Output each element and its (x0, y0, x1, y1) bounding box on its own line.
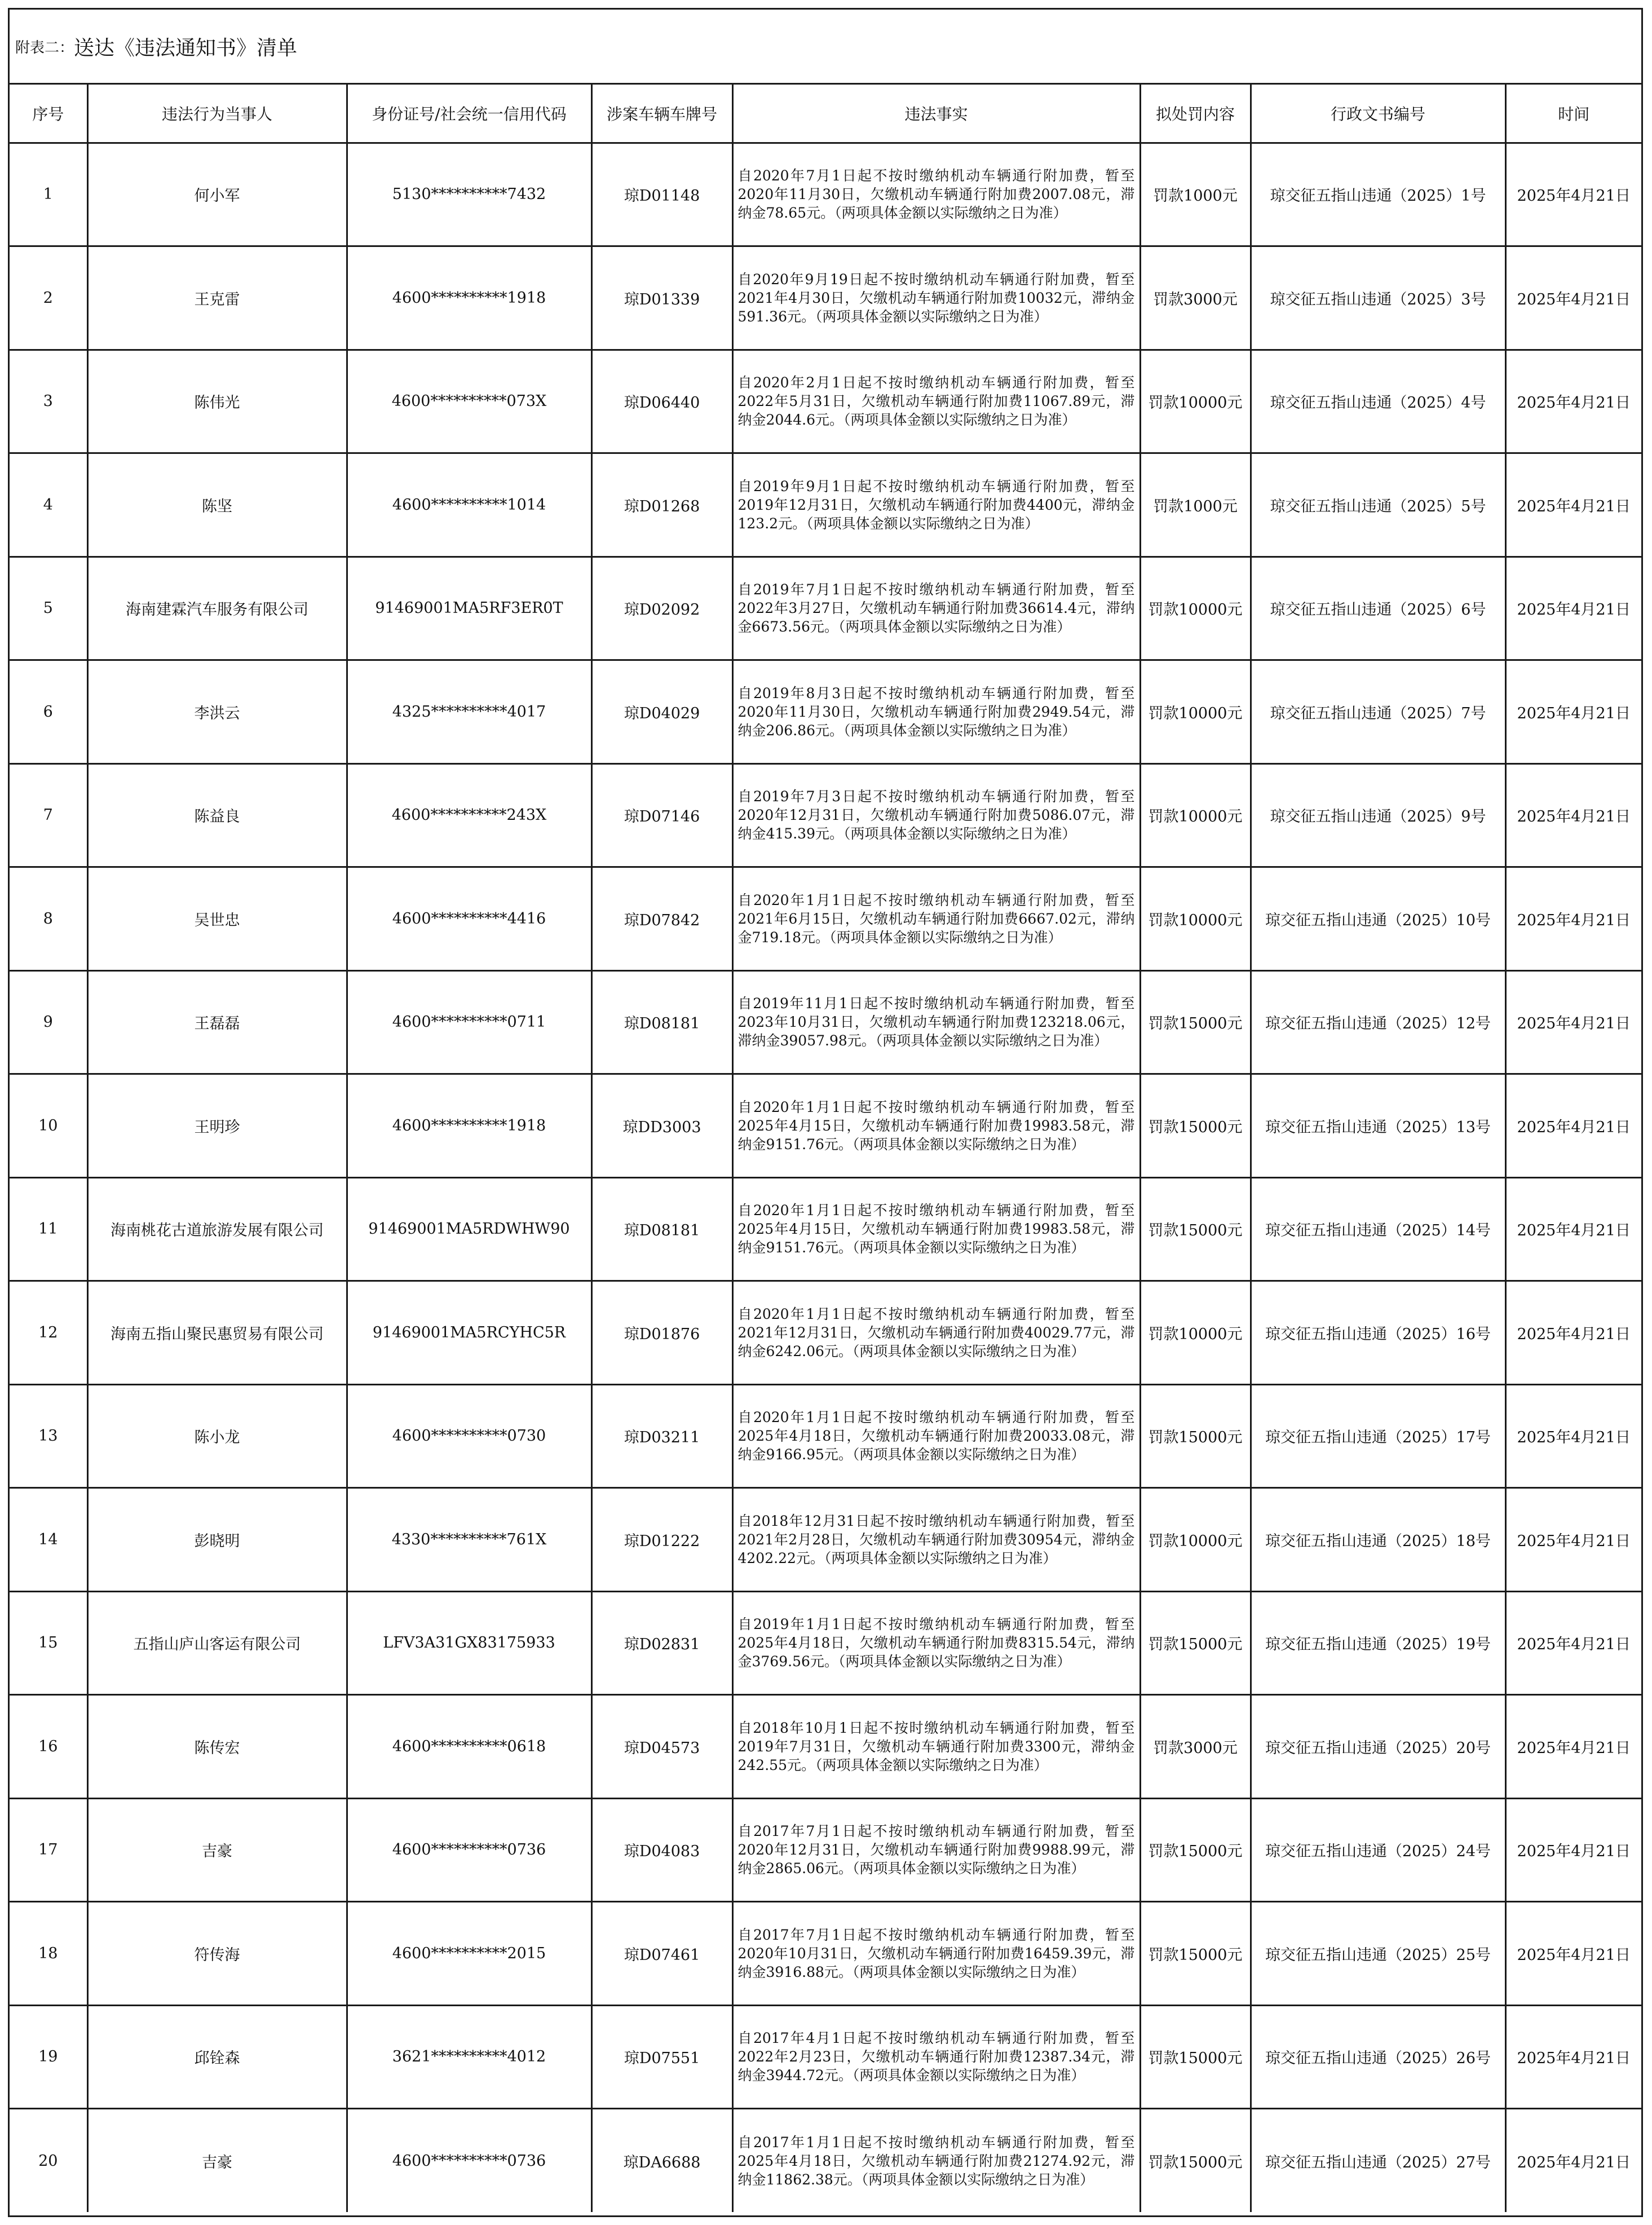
cell-date: 2025年4月21日 (1505, 350, 1641, 453)
cell-doc: 琼交征五指山违通（2025）4号 (1251, 350, 1505, 453)
cell-doc: 琼交征五指山违通（2025）18号 (1251, 1488, 1505, 1592)
title-row (10, 10, 1641, 85)
cell-penalty: 罚款10000元 (1140, 557, 1251, 660)
table-row (10, 1281, 1641, 1385)
table-row (10, 1488, 1641, 1592)
cell-date: 2025年4月21日 (1505, 246, 1641, 350)
cell-doc: 琼交征五指山违通（2025）9号 (1251, 763, 1505, 867)
cell-date: 2025年4月21日 (1505, 867, 1641, 971)
cell-doc: 琼交征五指山违通（2025）17号 (1251, 1384, 1505, 1488)
cell-doc: 琼交征五指山违通（2025）3号 (1251, 246, 1505, 350)
table-row (10, 1177, 1641, 1281)
cell-no: 6 (10, 660, 87, 764)
cell-id: 4600**********0736 (347, 2109, 591, 2213)
cell-date: 2025年4月21日 (1505, 763, 1641, 867)
cell-penalty: 罚款1000元 (1140, 143, 1251, 246)
cell-no: 14 (10, 1488, 87, 1592)
cell-id: 4600**********243X (347, 763, 591, 867)
cell-date: 2025年4月21日 (1505, 143, 1641, 246)
cell-id: 4600**********1014 (347, 453, 591, 557)
cell-id: 4600**********073X (347, 350, 591, 453)
cell-penalty: 罚款15000元 (1140, 1902, 1251, 2006)
cell-id: 4600**********1918 (347, 1074, 591, 1178)
cell-doc: 琼交征五指山违通（2025）6号 (1251, 557, 1505, 660)
cell-penalty: 罚款10000元 (1140, 1488, 1251, 1592)
cell-plate: 琼D02092 (591, 557, 732, 660)
cell-plate: 琼D08181 (591, 1177, 732, 1281)
col-header-doc: 行政文书编号 (1251, 85, 1505, 143)
cell-party: 吉豪 (87, 2109, 347, 2213)
cell-party: 符传海 (87, 1902, 347, 2006)
cell-party: 陈益良 (87, 763, 347, 867)
cell-party: 陈坚 (87, 453, 347, 557)
cell-doc: 琼交征五指山违通（2025）26号 (1251, 2005, 1505, 2109)
cell-no: 19 (10, 2005, 87, 2109)
cell-doc: 琼交征五指山违通（2025）13号 (1251, 1074, 1505, 1178)
cell-fact: 自2017年7月1日起不按时缴纳机动车辆通行附加费，暂至2020年10月31日，欠缴机动车辆通行附加费16459.39元，滞纳金3916.88元。（两项具体金额以实际缴纳之日为准） (732, 1902, 1140, 2006)
cell-date: 2025年4月21日 (1505, 970, 1641, 1074)
cell-id: 4600**********0730 (347, 1384, 591, 1488)
cell-party: 何小军 (87, 143, 347, 246)
cell-penalty: 罚款15000元 (1140, 1384, 1251, 1488)
cell-fact: 自2018年12月31日起不按时缴纳机动车辆通行附加费，暂至2021年2月28日，欠缴机动车辆通行附加费30954元，滞纳金4202.22元。（两项具体金额以实际缴纳之日为准） (732, 1488, 1140, 1592)
cell-date: 2025年4月21日 (1505, 2109, 1641, 2213)
cell-no: 2 (10, 246, 87, 350)
cell-party: 海南建霖汽车服务有限公司 (87, 557, 347, 660)
cell-no: 9 (10, 970, 87, 1074)
cell-id: 5130**********7432 (347, 143, 591, 246)
col-header-penalty: 拟处罚内容 (1140, 85, 1251, 143)
cell-fact: 自2020年7月1日起不按时缴纳机动车辆通行附加费，暂至2020年11月30日，欠缴机动车辆通行附加费2007.08元，滞纳金78.65元。（两项具体金额以实际缴纳之日为准） (732, 143, 1140, 246)
cell-penalty: 罚款15000元 (1140, 1591, 1251, 1695)
table-row (10, 246, 1641, 350)
col-header-date: 时间 (1505, 85, 1641, 143)
col-header-id: 身份证号/社会统一信用代码 (347, 85, 591, 143)
cell-id: 4600**********1918 (347, 246, 591, 350)
cell-party: 吴世忠 (87, 867, 347, 971)
cell-penalty: 罚款10000元 (1140, 1281, 1251, 1385)
cell-fact: 自2018年10月1日起不按时缴纳机动车辆通行附加费，暂至2019年7月31日，欠缴机动车辆通行附加费3300元，滞纳金242.55元。（两项具体金额以实际缴纳之日为准） (732, 1695, 1140, 1799)
col-header-plate: 涉案车辆车牌号 (591, 85, 732, 143)
cell-date: 2025年4月21日 (1505, 453, 1641, 557)
cell-fact: 自2017年1月1日起不按时缴纳机动车辆通行附加费，暂至2025年4月18日，欠缴机动车辆通行附加费21274.92元，滞纳金11862.38元。（两项具体金额以实际缴纳之日为准） (732, 2109, 1140, 2213)
cell-date: 2025年4月21日 (1505, 1074, 1641, 1178)
cell-date: 2025年4月21日 (1505, 1798, 1641, 1902)
cell-plate: 琼D01268 (591, 453, 732, 557)
cell-party: 王克雷 (87, 246, 347, 350)
cell-no: 15 (10, 1591, 87, 1695)
cell-plate: 琼DD3003 (591, 1074, 732, 1178)
cell-doc: 琼交征五指山违通（2025）5号 (1251, 453, 1505, 557)
cell-penalty: 罚款15000元 (1140, 2005, 1251, 2109)
cell-date: 2025年4月21日 (1505, 1695, 1641, 1799)
cell-party: 海南五指山聚民惠贸易有限公司 (87, 1281, 347, 1385)
cell-date: 2025年4月21日 (1505, 1591, 1641, 1695)
cell-id: 4330**********761X (347, 1488, 591, 1592)
cell-party: 陈传宏 (87, 1695, 347, 1799)
document-sheet (8, 8, 1643, 2217)
cell-plate: 琼D04029 (591, 660, 732, 764)
cell-fact: 自2020年1月1日起不按时缴纳机动车辆通行附加费，暂至2025年4月18日，欠缴机动车辆通行附加费20033.08元，滞纳金9166.95元。（两项具体金额以实际缴纳之日为准） (732, 1384, 1140, 1488)
table-row (10, 453, 1641, 557)
cell-party: 邱铨森 (87, 2005, 347, 2109)
cell-party: 陈伟光 (87, 350, 347, 453)
cell-party: 王明珍 (87, 1074, 347, 1178)
cell-date: 2025年4月21日 (1505, 1177, 1641, 1281)
cell-id: 4325**********4017 (347, 660, 591, 764)
cell-no: 5 (10, 557, 87, 660)
cell-id: 4600**********0711 (347, 970, 591, 1074)
table-row (10, 867, 1641, 971)
table-row (10, 970, 1641, 1074)
cell-penalty: 罚款10000元 (1140, 867, 1251, 971)
cell-no: 11 (10, 1177, 87, 1281)
cell-no: 1 (10, 143, 87, 246)
cell-doc: 琼交征五指山违通（2025）25号 (1251, 1902, 1505, 2006)
cell-fact: 自2020年1月1日起不按时缴纳机动车辆通行附加费，暂至2021年6月15日，欠缴机动车辆通行附加费6667.02元，滞纳金719.18元。（两项具体金额以实际缴纳之日为准） (732, 867, 1140, 971)
cell-doc: 琼交征五指山违通（2025）20号 (1251, 1695, 1505, 1799)
table-row (10, 660, 1641, 764)
document-title: 送达《违法通知书》清单 (74, 36, 298, 60)
cell-plate: 琼D01339 (591, 246, 732, 350)
cell-fact: 自2020年9月19日起不按时缴纳机动车辆通行附加费，暂至2021年4月30日，欠缴机动车辆通行附加费10032元，滞纳金591.36元。（两项具体金额以实际缴纳之日为准） (732, 246, 1140, 350)
table-row (10, 1384, 1641, 1488)
cell-id: 91469001MA5RDWHW90 (347, 1177, 591, 1281)
cell-id: 91469001MA5RCYHC5R (347, 1281, 591, 1385)
cell-id: 91469001MA5RF3ER0T (347, 557, 591, 660)
col-header-no: 序号 (10, 85, 87, 143)
cell-penalty: 罚款15000元 (1140, 1074, 1251, 1178)
cell-party: 李洪云 (87, 660, 347, 764)
cell-no: 8 (10, 867, 87, 971)
cell-party: 王磊磊 (87, 970, 347, 1074)
table-row (10, 1074, 1641, 1178)
cell-fact: 自2019年9月1日起不按时缴纳机动车辆通行附加费，暂至2019年12月31日，欠缴机动车辆通行附加费4400元，滞纳金123.2元。（两项具体金额以实际缴纳之日为准） (732, 453, 1140, 557)
cell-id: 3621**********4012 (347, 2005, 591, 2109)
cell-plate: 琼D04083 (591, 1798, 732, 1902)
notice-table (10, 85, 1641, 2212)
cell-penalty: 罚款10000元 (1140, 660, 1251, 764)
cell-plate: 琼D06440 (591, 350, 732, 453)
table-row (10, 1798, 1641, 1902)
cell-fact: 自2017年4月1日起不按时缴纳机动车辆通行附加费，暂至2022年2月23日，欠缴机动车辆通行附加费12387.34元，滞纳金3944.72元。（两项具体金额以实际缴纳之日为准） (732, 2005, 1140, 2109)
cell-no: 18 (10, 1902, 87, 2006)
cell-plate: 琼D02831 (591, 1591, 732, 1695)
header-row (10, 85, 1641, 143)
cell-fact: 自2019年7月3日起不按时缴纳机动车辆通行附加费，暂至2020年12月31日，欠缴机动车辆通行附加费5086.07元，滞纳金415.39元。（两项具体金额以实际缴纳之日为准） (732, 763, 1140, 867)
cell-plate: 琼D03211 (591, 1384, 732, 1488)
cell-no: 16 (10, 1695, 87, 1799)
cell-date: 2025年4月21日 (1505, 2005, 1641, 2109)
cell-no: 4 (10, 453, 87, 557)
cell-no: 12 (10, 1281, 87, 1385)
cell-plate: 琼D01148 (591, 143, 732, 246)
cell-party: 五指山庐山客运有限公司 (87, 1591, 347, 1695)
cell-date: 2025年4月21日 (1505, 1902, 1641, 2006)
table-row (10, 557, 1641, 660)
cell-party: 陈小龙 (87, 1384, 347, 1488)
cell-doc: 琼交征五指山违通（2025）19号 (1251, 1591, 1505, 1695)
cell-fact: 自2019年7月1日起不按时缴纳机动车辆通行附加费，暂至2022年3月27日，欠缴机动车辆通行附加费36614.4元，滞纳金6673.56元。（两项具体金额以实际缴纳之日为准） (732, 557, 1140, 660)
cell-id: 4600**********0618 (347, 1695, 591, 1799)
cell-fact: 自2017年7月1日起不按时缴纳机动车辆通行附加费，暂至2020年12月31日，欠缴机动车辆通行附加费9988.99元，滞纳金2865.06元。（两项具体金额以实际缴纳之日为准） (732, 1798, 1140, 1902)
cell-id: 4600**********2015 (347, 1902, 591, 2006)
cell-id: 4600**********4416 (347, 867, 591, 971)
cell-party: 吉豪 (87, 1798, 347, 1902)
cell-date: 2025年4月21日 (1505, 1384, 1641, 1488)
cell-penalty: 罚款15000元 (1140, 970, 1251, 1074)
cell-penalty: 罚款15000元 (1140, 1177, 1251, 1281)
cell-plate: 琼D04573 (591, 1695, 732, 1799)
cell-plate: 琼D08181 (591, 970, 732, 1074)
cell-doc: 琼交征五指山违通（2025）24号 (1251, 1798, 1505, 1902)
cell-plate: 琼D07461 (591, 1902, 732, 2006)
table-row (10, 1695, 1641, 1799)
table-row (10, 1902, 1641, 2006)
cell-doc: 琼交征五指山违通（2025）12号 (1251, 970, 1505, 1074)
cell-no: 7 (10, 763, 87, 867)
table-row (10, 350, 1641, 453)
cell-fact: 自2019年11月1日起不按时缴纳机动车辆通行附加费，暂至2023年10月31日，欠缴机动车辆通行附加费123218.06元，滞纳金39057.98元。（两项具体金额以实际缴纳之日为准） (732, 970, 1140, 1074)
table-row (10, 763, 1641, 867)
cell-penalty: 罚款15000元 (1140, 2109, 1251, 2213)
title-prefix: 附表二： (15, 39, 74, 56)
cell-doc: 琼交征五指山违通（2025）16号 (1251, 1281, 1505, 1385)
cell-party: 彭晓明 (87, 1488, 347, 1592)
cell-no: 20 (10, 2109, 87, 2213)
table-row (10, 143, 1641, 246)
cell-plate: 琼D01876 (591, 1281, 732, 1385)
col-header-fact: 违法事实 (732, 85, 1140, 143)
cell-no: 3 (10, 350, 87, 453)
cell-no: 13 (10, 1384, 87, 1488)
cell-penalty: 罚款15000元 (1140, 1798, 1251, 1902)
cell-id: LFV3A31GX83175933 (347, 1591, 591, 1695)
cell-date: 2025年4月21日 (1505, 557, 1641, 660)
cell-date: 2025年4月21日 (1505, 660, 1641, 764)
cell-date: 2025年4月21日 (1505, 1488, 1641, 1592)
cell-doc: 琼交征五指山违通（2025）7号 (1251, 660, 1505, 764)
cell-penalty: 罚款3000元 (1140, 246, 1251, 350)
cell-plate: 琼D01222 (591, 1488, 732, 1592)
cell-fact: 自2019年1月1日起不按时缴纳机动车辆通行附加费，暂至2025年4月18日，欠缴机动车辆通行附加费8315.54元，滞纳金3769.56元。（两项具体金额以实际缴纳之日为准） (732, 1591, 1140, 1695)
cell-penalty: 罚款3000元 (1140, 1695, 1251, 1799)
cell-plate: 琼D07146 (591, 763, 732, 867)
col-header-party: 违法行为当事人 (87, 85, 347, 143)
cell-plate: 琼D07842 (591, 867, 732, 971)
cell-doc: 琼交征五指山违通（2025）10号 (1251, 867, 1505, 971)
cell-doc: 琼交征五指山违通（2025）1号 (1251, 143, 1505, 246)
cell-plate: 琼DA6688 (591, 2109, 732, 2213)
cell-fact: 自2020年2月1日起不按时缴纳机动车辆通行附加费，暂至2022年5月31日，欠缴机动车辆通行附加费11067.89元，滞纳金2044.6元。（两项具体金额以实际缴纳之日为准） (732, 350, 1140, 453)
table-row (10, 2109, 1641, 2213)
table-row (10, 1591, 1641, 1695)
cell-doc: 琼交征五指山违通（2025）27号 (1251, 2109, 1505, 2213)
cell-fact: 自2020年1月1日起不按时缴纳机动车辆通行附加费，暂至2025年4月15日，欠缴机动车辆通行附加费19983.58元，滞纳金9151.76元。（两项具体金额以实际缴纳之日为准） (732, 1074, 1140, 1178)
cell-fact: 自2019年8月3日起不按时缴纳机动车辆通行附加费，暂至2020年11月30日，欠缴机动车辆通行附加费2949.54元，滞纳金206.86元。（两项具体金额以实际缴纳之日为准） (732, 660, 1140, 764)
cell-penalty: 罚款10000元 (1140, 763, 1251, 867)
cell-party: 海南桃花古道旅游发展有限公司 (87, 1177, 347, 1281)
cell-no: 10 (10, 1074, 87, 1178)
cell-penalty: 罚款1000元 (1140, 453, 1251, 557)
cell-fact: 自2020年1月1日起不按时缴纳机动车辆通行附加费，暂至2021年12月31日，欠缴机动车辆通行附加费40029.77元，滞纳金6242.06元。（两项具体金额以实际缴纳之日为准） (732, 1281, 1140, 1385)
cell-no: 17 (10, 1798, 87, 1902)
cell-plate: 琼D07551 (591, 2005, 732, 2109)
cell-fact: 自2020年1月1日起不按时缴纳机动车辆通行附加费，暂至2025年4月15日，欠缴机动车辆通行附加费19983.58元，滞纳金9151.76元。（两项具体金额以实际缴纳之日为准） (732, 1177, 1140, 1281)
table-row (10, 2005, 1641, 2109)
cell-id: 4600**********0736 (347, 1798, 591, 1902)
cell-penalty: 罚款10000元 (1140, 350, 1251, 453)
cell-date: 2025年4月21日 (1505, 1281, 1641, 1385)
cell-doc: 琼交征五指山违通（2025）14号 (1251, 1177, 1505, 1281)
